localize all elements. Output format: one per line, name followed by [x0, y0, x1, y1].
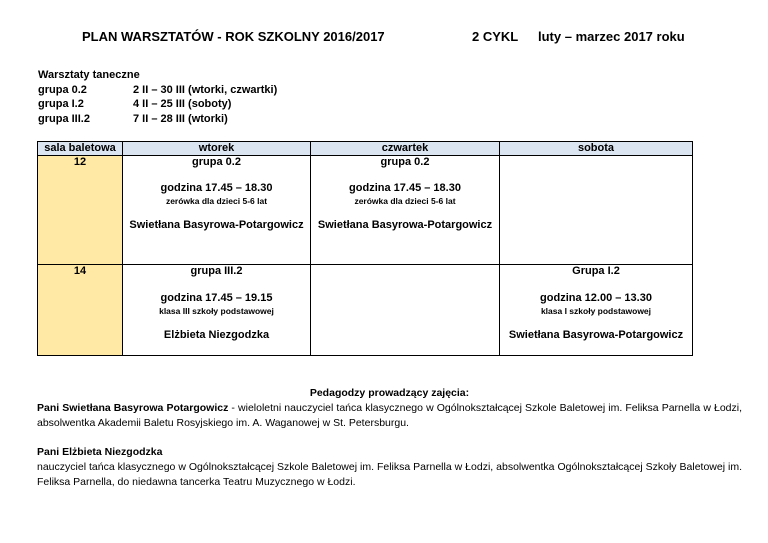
cell-teacher: Swietłana Basyrowa-Potargowicz [317, 219, 493, 231]
schedule-cell [500, 265, 693, 356]
schedule-cell-empty [311, 265, 500, 356]
cell-group: grupa III.2 [190, 265, 243, 277]
schedule-table [37, 141, 693, 356]
schedule-cell [123, 265, 311, 356]
cell-group: Grupa I.2 [572, 265, 620, 277]
header-thursday: czwartek [311, 142, 500, 156]
group-dates: 7 II – 28 III (wtorki) [133, 112, 228, 125]
group-row [38, 83, 277, 98]
schedule-cell-empty [500, 156, 693, 265]
pedagogue-name: Pani Swietłana Basyrowa Potargowicz [37, 402, 229, 414]
group-name: grupa 0.2 [38, 83, 87, 96]
cell-teacher: Elżbieta Niezgodzka [163, 329, 270, 341]
workshop-info [38, 68, 277, 126]
cell-hours: godzina 17.45 – 19.15 [160, 292, 273, 304]
cell-note: zerówka dla dzieci 5-6 lat [354, 196, 456, 206]
header-saturday: sobota [500, 142, 693, 156]
table-row [38, 265, 693, 356]
page-header [0, 29, 768, 47]
pedagogue-name [37, 445, 742, 460]
group-dates: 4 II – 25 III (soboty) [133, 98, 232, 110]
cell-group: grupa 0.2 [380, 156, 430, 168]
schedule-cell [123, 156, 311, 265]
cell-teacher: Swietłana Basyrowa-Potargowicz [508, 329, 684, 341]
schedule-cell [311, 156, 500, 265]
table-row [38, 156, 693, 265]
group-row [38, 112, 277, 127]
date-range: luty – marzec 2017 roku [538, 29, 685, 44]
cell-note: klasa III szkoły podstawowej [159, 306, 274, 316]
cycle-label: 2 CYKL [472, 29, 519, 44]
group-name: grupa III.2 [38, 112, 90, 125]
cell-hours: godzina 17.45 – 18.30 [160, 182, 273, 194]
cell-note: zerówka dla dzieci 5-6 lat [165, 196, 268, 206]
pedagogue-description: - wieloletni nauczyciel tańca klasycznego w Ogólnokształcącej Szkole Baletowej im. Feliksa Parnella w Łodzi, absolwentka Akademii Baletu Rosyjskiego im. A. Waganowej w St. Petersburgu. [37, 402, 743, 429]
cell-hours: godzina 12.00 – 13.30 [540, 292, 652, 304]
group-name: grupa I.2 [38, 98, 84, 110]
cell-hours: godzina 17.45 – 18.30 [349, 182, 461, 194]
group-dates: 2 II – 30 III (wtorki, czwartki) [133, 83, 278, 96]
cell-group: grupa 0.2 [192, 156, 241, 168]
cell-teacher: Swietłana Basyrowa-Potargowicz [129, 219, 304, 231]
pedagogue-bio [37, 401, 742, 431]
header-tuesday: wtorek [123, 142, 311, 156]
table-header-row [38, 142, 693, 156]
cell-note: klasa I szkoły podstawowej [540, 306, 652, 316]
pedagogue-description: nauczyciel tańca klasycznego w Ogólnokształcącej Szkole Baletowej im. Feliksa Parnella w Łodzi, absolwentka Ogólnokształcącej Szkoły Baletowej im. Feliksa Parnella, do niedawna tancerka Teatru Muzycznego w Łodzi. [37, 461, 742, 488]
info-heading: Warsztaty taneczne [38, 69, 140, 81]
page-title: PLAN WARSZTATÓW - ROK SZKOLNY 2016/2017 [82, 29, 385, 44]
room-number: 12 [38, 156, 123, 265]
header-room: sala baletowa [38, 142, 123, 156]
group-row [38, 97, 277, 112]
room-number: 14 [38, 265, 123, 356]
pedagogues-heading: Pedagodzy prowadzący zajęcia: [309, 387, 470, 399]
pedagogue-name-text: Pani Elżbieta Niezgodzka [37, 446, 163, 458]
pedagogues-section [37, 386, 742, 490]
